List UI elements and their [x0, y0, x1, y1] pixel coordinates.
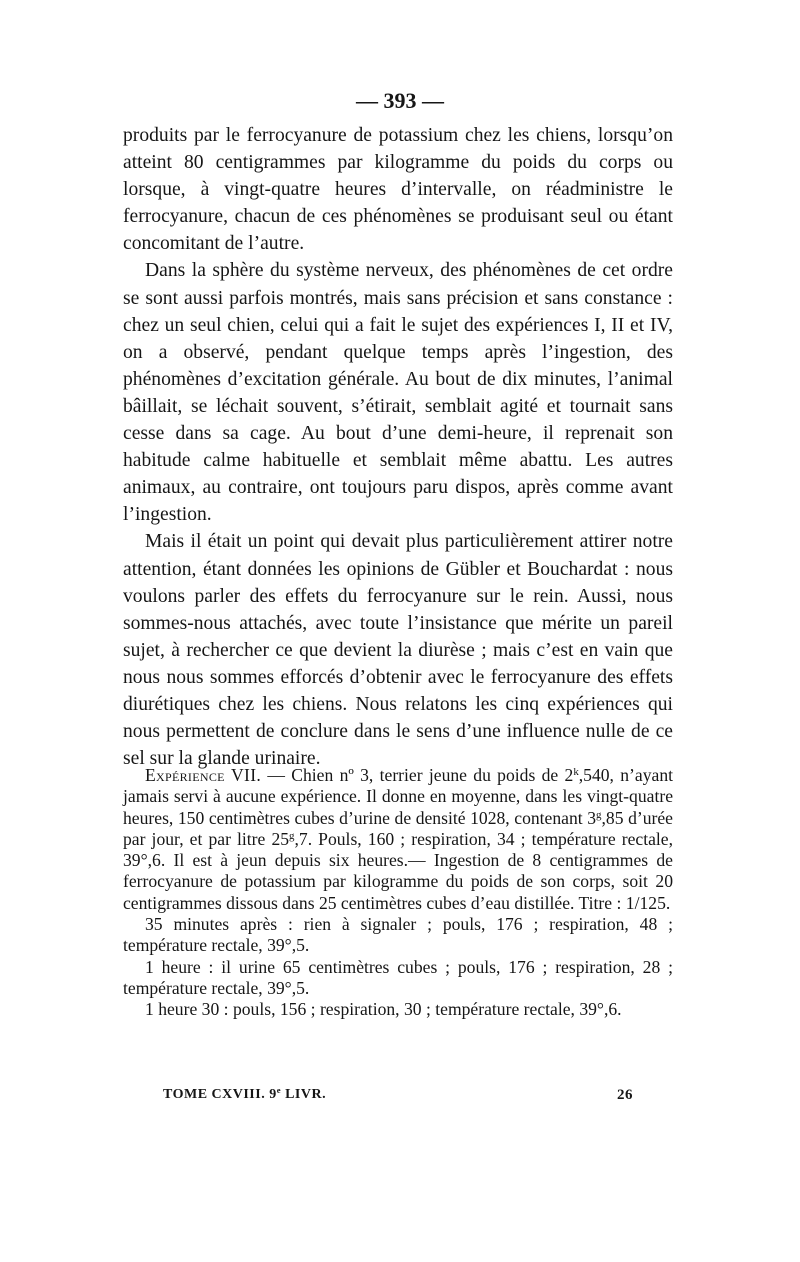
paragraph: Dans la sphère du système nerveux, des phénomènes de cet ordre se sont aussi parfois montrés, mais sans précision et sans constance : chez un seul chien, celui qui a fait le sujet des expériences I, II et IV, on a observé, pendant quelque temps après l’ingestion, des phénomènes d’excitation générale. Au bout de dix minutes, l’animal bâillait, se léchait souvent, s’étirait, semblait agité et tournait sans cesse dans sa cage. Au bout d’une demi-heure, il reprenait son habitude calme habituelle et semblait même abattu. Les autres animaux, au contraire, ont toujours paru dispos, après comme avant l’ingestion. [123, 260, 673, 526]
observation-line: 35 minutes après : rien à signaler ; pouls, 176 ; respiration, 48 ; température rectale, 39°,5. [123, 914, 673, 956]
experiment-report [123, 765, 673, 1021]
body-text [123, 122, 673, 772]
signature-mark: 26 [617, 1087, 633, 1103]
paragraph: produits par le ferrocyanure de potassium chez les chiens, lorsqu’on atteint 80 centigrammes par kilogramme du poids du corps ou lorsque, à vingt-quatre heures d’intervalle, on réadministre le ferrocyanure, chacun de ces phénomènes se produisant seul ou étant concomitant de l’autre. [123, 125, 673, 255]
experiment-label: Expérience VII. [145, 765, 262, 785]
observation-line: 1 heure 30 : pouls, 156 ; respiration, 30 ; température rectale, 39°,6. [145, 999, 622, 1020]
page-number: — 393 — [356, 88, 444, 113]
volume-info: TOME CXVIII. 9e LIVR. [163, 1085, 327, 1102]
paragraph: Mais il était un point qui devait plus particulièrement attirer notre attention, étant données les opinions de Gübler et Bouchardat : nous voulons parler des effets du ferrocyanure sur le rein. Aussi, nous sommes-nous attachés, avec toute l’insistance que mérite un pareil sujet, à rechercher ce que devient la diurèse ; mais c’est en vain que nous nous sommes efforcés d’obtenir avec le ferrocyanure des effets diurétiques chez les chiens. Nous relatons les cinq expériences qui nous permettent de conclure dans le sens d’une influence nulle de ce sel sur la glande urinaire. [123, 531, 673, 770]
page-footer [163, 1087, 633, 1103]
experiment-intro: Expérience VII. — Chien nº 3, terrier jeune du poids de 2$^k$,540, n’ayant jamais servi à aucune expérience. Il donne en moyenne, dans les vingt-quatre heures, 150 centimètres cubes d’urine de densité 1028, contenant 3$^g$,85 d’urée par jour, et par litre 25$^g$,7. Pouls, 160 ; respiration, 34 ; température rectale, 39°,6. Il est à jeun depuis six heures.— Ingestion de 8 centigrammes de ferrocyanure de potassium par kilogramme du poids de son corps, soit 20 centigrammes dissous dans 25 centimètres cubes d’eau distillée. Titre : 1/125. [123, 765, 674, 913]
observation-line: 1 heure : il urine 65 centimètres cubes ; pouls, 176 ; respiration, 28 ; température rectale, 39°,5. [123, 956, 673, 998]
